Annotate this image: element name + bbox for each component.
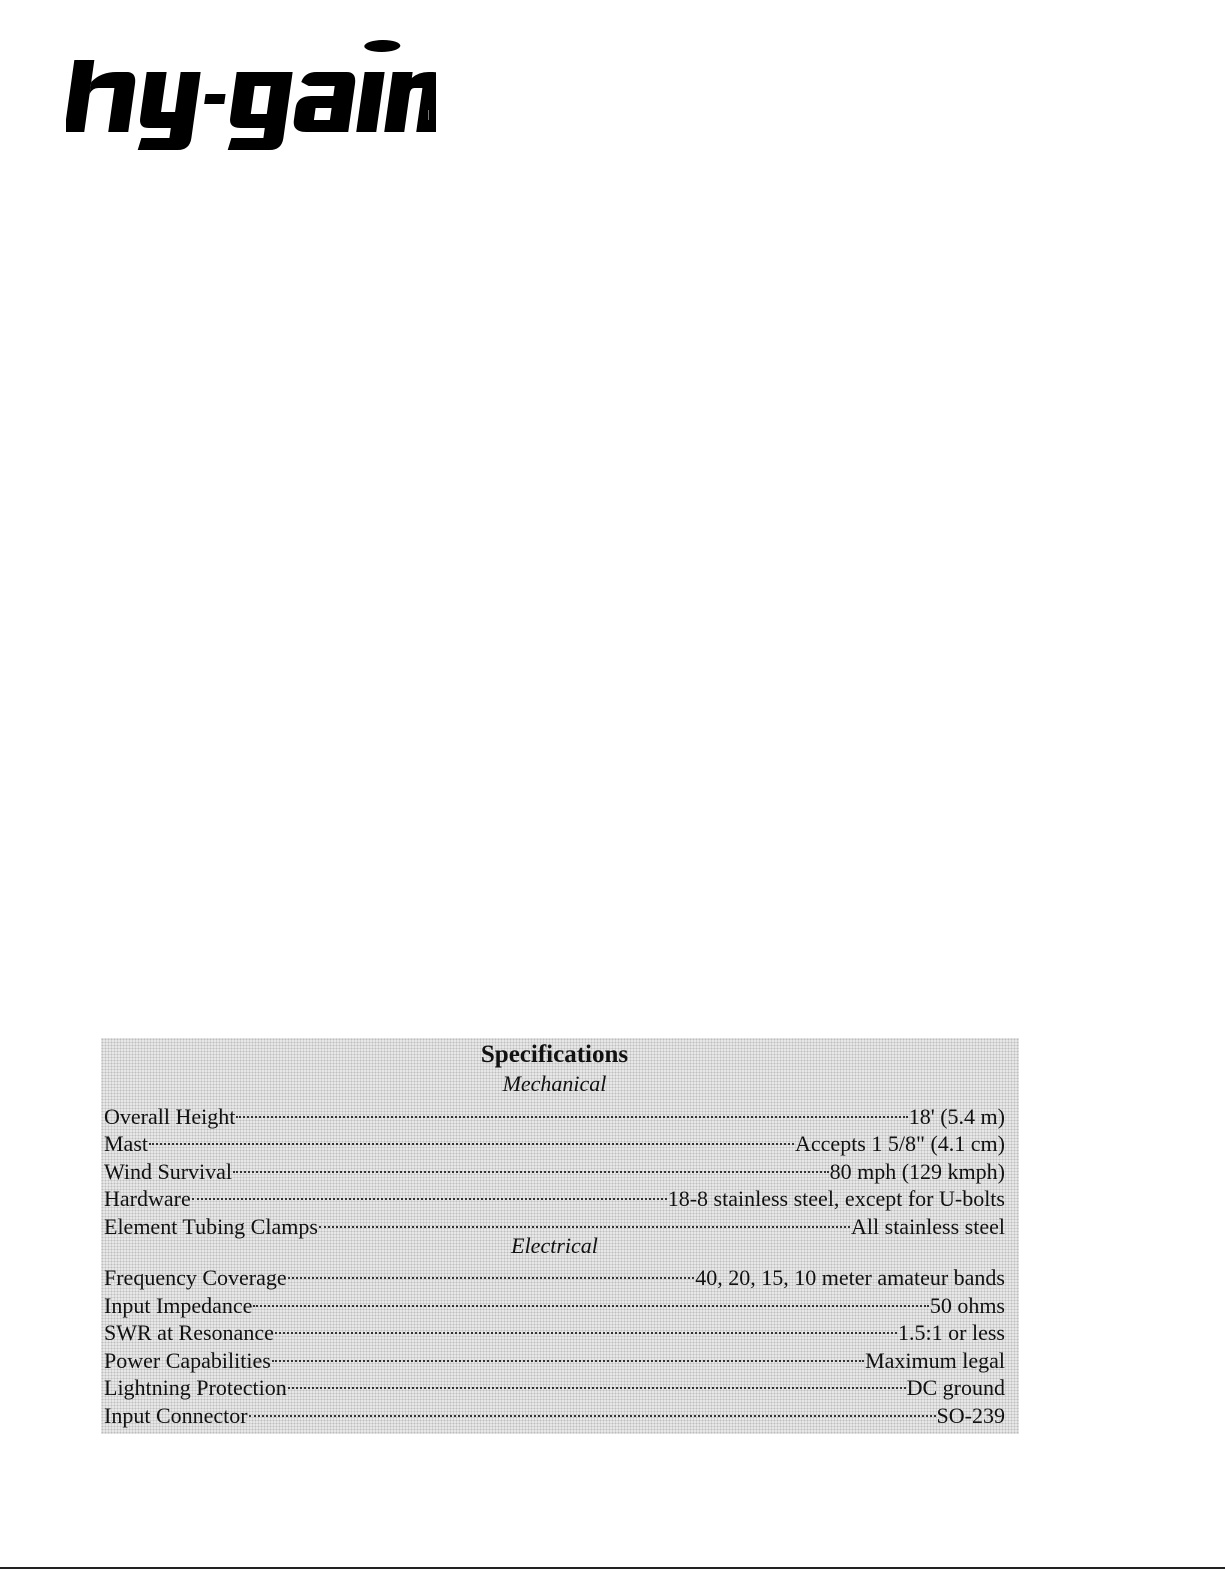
specifications-title: Specifications <box>480 1041 629 1068</box>
spec-value: 40, 20, 15, 10 meter amateur bands <box>695 1265 1005 1290</box>
dot-leader <box>288 1368 906 1396</box>
section-heading-mechanical: Mechanical <box>502 1071 607 1096</box>
dot-leader <box>275 1313 897 1341</box>
dot-leader <box>253 1285 928 1313</box>
spec-value: DC ground <box>906 1375 1005 1400</box>
spec-label: Hardware <box>104 1186 191 1211</box>
spec-value: SO-239 <box>936 1402 1005 1428</box>
dot-leader <box>236 1096 907 1124</box>
spec-value: 18-8 stainless steel, except for U-bolts <box>667 1186 1005 1211</box>
spec-row-mast <box>104 1124 1005 1156</box>
dot-leader <box>149 1124 794 1152</box>
spec-label: Element Tubing Clamps <box>104 1213 318 1239</box>
spec-value: Accepts 1 5/8" (4.1 cm) <box>795 1131 1005 1156</box>
spec-value: 80 mph (129 kmph) <box>829 1158 1005 1184</box>
dot-leader <box>319 1206 850 1234</box>
spec-label: Wind Survival <box>104 1158 233 1184</box>
dot-leader <box>272 1340 864 1368</box>
bottom-rule <box>0 1567 1225 1569</box>
dot-leader <box>192 1179 667 1207</box>
spec-label: SWR at Resonance <box>104 1320 274 1345</box>
spec-label: Frequency Coverage <box>104 1265 287 1290</box>
specifications-panel <box>101 1038 1019 1434</box>
spec-value: 1.5:1 or less <box>898 1320 1005 1345</box>
specifications-content <box>104 1038 1005 1428</box>
spec-value: Maximum legal <box>865 1347 1005 1373</box>
spec-label: Lightning Protection <box>104 1375 287 1400</box>
dot-leader <box>233 1151 829 1179</box>
logo-registration-mark <box>428 110 429 120</box>
spec-value: 50 ohms <box>929 1292 1005 1318</box>
hy-gain-logo-graphic <box>66 34 436 154</box>
dot-leader <box>288 1258 695 1286</box>
hy-gain-logo <box>66 34 436 154</box>
spec-row-overall-height <box>104 1096 1005 1129</box>
spec-value: 18' (5.4 m) <box>908 1103 1005 1129</box>
spec-label: Overall Height <box>104 1103 236 1129</box>
section-heading-electrical: Electrical <box>511 1232 598 1258</box>
spec-label: Mast <box>104 1131 148 1156</box>
spec-label: Input Connector <box>104 1402 248 1428</box>
spec-value: All stainless steel <box>851 1213 1005 1239</box>
spec-label: Input Impedance <box>104 1292 253 1318</box>
dot-leader <box>249 1395 936 1423</box>
spec-label: Power Capabilities <box>104 1347 271 1373</box>
spec-row-frequency-coverage <box>104 1258 1005 1290</box>
